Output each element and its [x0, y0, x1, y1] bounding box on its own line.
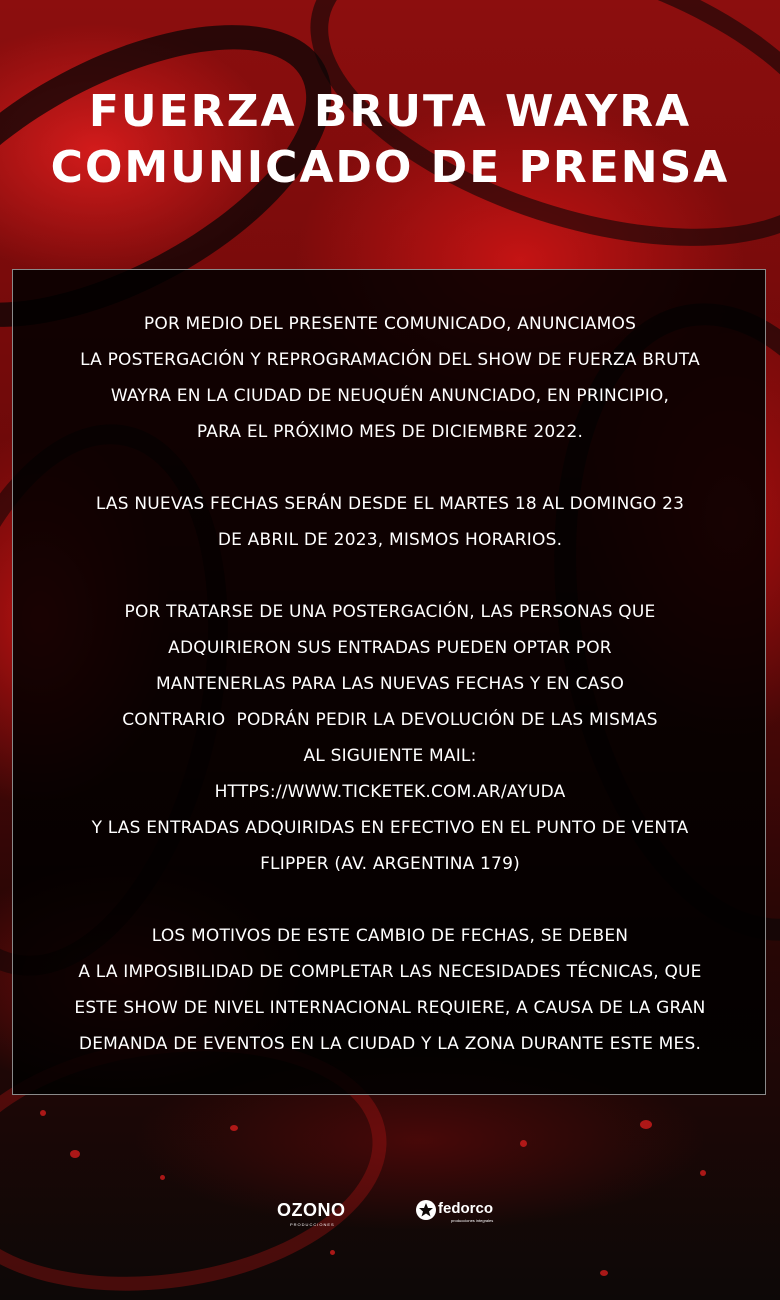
paint-speck [520, 1140, 527, 1147]
ticketek-help-link[interactable]: HTTPS://WWW.TICKETEK.COM.AR/AYUDA [214, 782, 566, 802]
paint-speck [70, 1150, 80, 1158]
paragraph-3-line: POR TRATARSE DE UNA POSTERGACIÓN, LAS PERSONAS QUE [124, 602, 656, 622]
paragraph-1-line: POR MEDIO DEL PRESENTE COMUNICADO, ANUNCIAMOS [143, 314, 637, 334]
paint-speck [640, 1120, 652, 1129]
press-release-text [13, 306, 767, 1062]
paragraph-4-line: A LA IMPOSIBILIDAD DE COMPLETAR LAS NECESIDADES TÉCNICAS, QUE [78, 962, 702, 982]
paragraph-2-line: DE ABRIL DE 2023, MISMOS HORARIOS. [217, 530, 563, 550]
paint-speck [700, 1170, 706, 1176]
title-line-2: COMUNICADO DE PRENSA [50, 142, 730, 193]
paragraph-1-line: WAYRA EN LA CIUDAD DE NEUQUÉN ANUNCIADO, EN PRINCIPIO, [110, 386, 670, 406]
paragraph-4-line: DEMANDA DE EVENTOS EN LA CIUDAD Y LA ZONA DURANTE ESTE MES. [78, 1034, 702, 1054]
paragraph-gap [13, 450, 767, 486]
ozono-logo-subtitle: PRODUCCIONES [290, 1222, 335, 1227]
paragraph-gap [13, 882, 767, 918]
paragraph-3-line: ADQUIRIERON SUS ENTRADAS PUEDEN OPTAR POR [168, 638, 612, 658]
paragraph-gap [13, 558, 767, 594]
paragraph-4-line: LOS MOTIVOS DE ESTE CAMBIO DE FECHAS, SE DEBEN [151, 926, 629, 946]
paragraph-3-line: MANTENERLAS PARA LAS NUEVAS FECHAS Y EN CASO [155, 674, 625, 694]
ozono-logo: OZONO [277, 1200, 346, 1220]
fedorco-logo: fedorco [438, 1200, 494, 1217]
paint-speck [330, 1250, 335, 1255]
paragraph-3-line: CONTRARIO PODRÁN PEDIR LA DEVOLUCIÓN DE LAS MISMAS [122, 710, 658, 730]
fedorco-star-icon [415, 1199, 437, 1221]
page-title [0, 84, 780, 196]
paragraph-1-line: LA POSTERGACIÓN Y REPROGRAMACIÓN DEL SHOW DE FUERZA BRUTA [80, 350, 700, 370]
paint-speck [230, 1125, 238, 1131]
paragraph-2-line: LAS NUEVAS FECHAS SERÁN DESDE EL MARTES 18 AL DOMINGO 23 [95, 494, 685, 514]
press-release-box [12, 269, 766, 1095]
paragraph-4-line: ESTE SHOW DE NIVEL INTERNACIONAL REQUIERE, A CAUSA DE LA GRAN [74, 998, 706, 1018]
sponsor-logos [0, 1198, 780, 1238]
paragraph-3-line: FLIPPER (AV. ARGENTINA 179) [260, 854, 520, 874]
paragraph-3-line: Y LAS ENTRADAS ADQUIRIDAS EN EFECTIVO EN EL PUNTO DE VENTA [91, 818, 689, 838]
paragraph-3-line: AL SIGUIENTE MAIL: [303, 746, 477, 766]
paint-speck [40, 1110, 46, 1116]
paint-speck [600, 1270, 608, 1276]
paint-speck [160, 1175, 165, 1180]
title-line-1: FUERZA BRUTA WAYRA [88, 86, 692, 137]
fedorco-logo-subtitle: producciones integrales [451, 1218, 494, 1223]
paragraph-1-line: PARA EL PRÓXIMO MES DE DICIEMBRE 2022. [196, 422, 584, 442]
